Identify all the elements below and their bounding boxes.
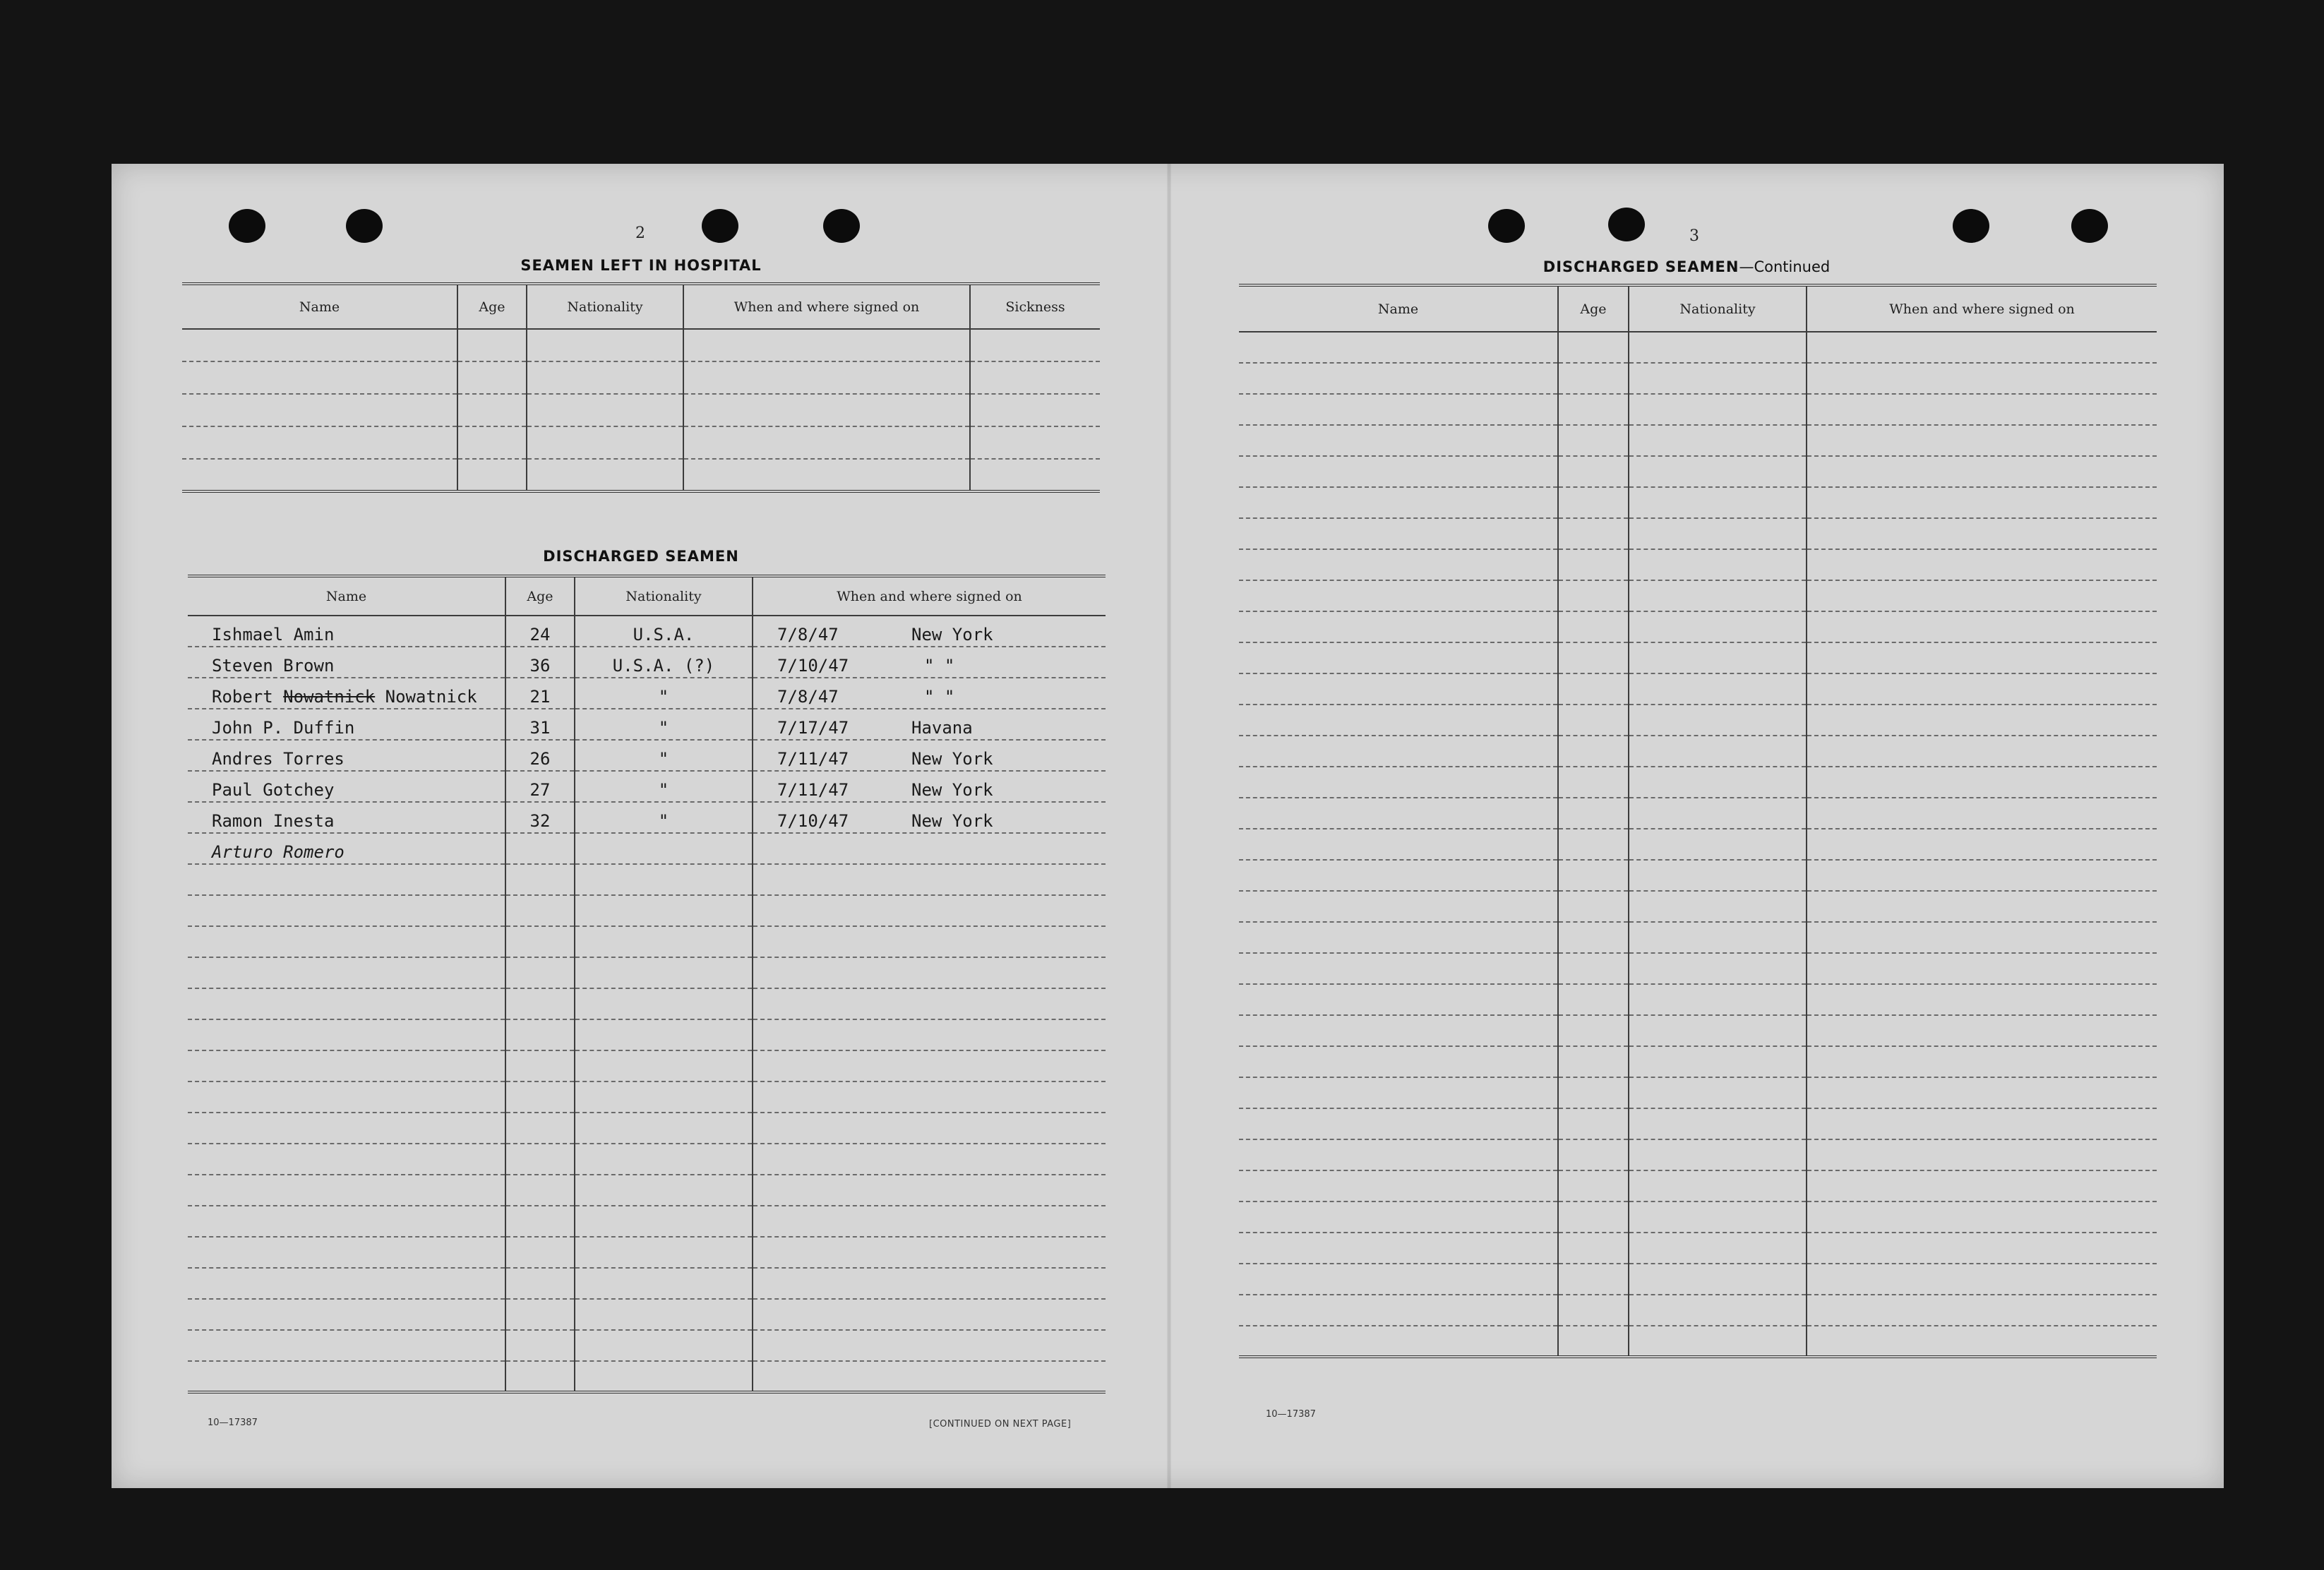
discharged-header-row: [188, 576, 1106, 616]
table-row: [182, 426, 1100, 459]
seaman-nationality: ": [575, 771, 753, 802]
seaman-name: Arturo Romero: [188, 833, 505, 864]
seaman-age: 24: [505, 616, 575, 647]
table-row: [188, 957, 1106, 988]
table-row: [1239, 860, 2157, 891]
table-row: [188, 616, 1106, 647]
table-row: [188, 1268, 1106, 1299]
table-row: [188, 1081, 1106, 1113]
seaman-name: Ramon Inesta: [188, 802, 505, 833]
column-header-nationality: Nationality: [527, 284, 683, 329]
seaman-age: 21: [505, 678, 575, 709]
table-row: [188, 1361, 1106, 1392]
column-header-sickness: Sickness: [970, 284, 1100, 329]
column-header-signed-on: When and where signed on: [683, 284, 970, 329]
signed-on-cell: [753, 647, 1106, 678]
table-row: [188, 1175, 1106, 1206]
table-row: [1239, 891, 2157, 922]
column-header-name: Name: [188, 576, 505, 616]
table-row: [1239, 1046, 2157, 1077]
seaman-name-correction: Nowatnick: [385, 687, 477, 707]
signed-on-place: New York: [911, 749, 993, 769]
table-row: [1239, 1264, 2157, 1295]
struck-name: Nowatnick: [283, 687, 376, 707]
table-row: [188, 740, 1106, 771]
table-row: [182, 329, 1100, 361]
seaman-age: 26: [505, 740, 575, 771]
table-row: [1239, 1326, 2157, 1357]
table-row: [1239, 1170, 2157, 1202]
table-row: [1239, 363, 2157, 394]
title-suffix: —Continued: [1739, 258, 1831, 275]
seaman-name: John P. Duffin: [188, 709, 505, 740]
table-row: [188, 895, 1106, 926]
seaman-nationality: U.S.A.: [575, 616, 753, 647]
table-row: [188, 1113, 1106, 1144]
form-code: 10—17387: [1266, 1409, 1316, 1420]
column-header-signed-on: When and where signed on: [1807, 285, 2157, 332]
table-row: [188, 833, 1106, 864]
table-row: [1239, 1233, 2157, 1264]
column-header-name: Name: [1239, 285, 1558, 332]
table-row: [188, 1019, 1106, 1050]
table-row: [1239, 394, 2157, 425]
table-row: [188, 1237, 1106, 1268]
left-page: [112, 164, 1167, 1488]
column-header-age: Age: [457, 284, 527, 329]
table-row: [188, 1330, 1106, 1361]
table-row: [1239, 1202, 2157, 1233]
form-code: 10—17387: [208, 1418, 258, 1428]
table-row: [182, 459, 1100, 491]
table-row: [1239, 736, 2157, 767]
table-row: [1239, 705, 2157, 736]
signed-on-date: 7/17/47: [777, 718, 849, 738]
signed-on-place: New York: [911, 811, 993, 831]
table-row: [188, 647, 1106, 678]
signed-on-cell: [753, 740, 1106, 771]
seaman-age: 27: [505, 771, 575, 802]
table-row: [1239, 487, 2157, 518]
column-header-signed-on: When and where signed on: [753, 576, 1106, 616]
table-row: [188, 771, 1106, 802]
table-row: [188, 864, 1106, 895]
table-row: [188, 1206, 1106, 1237]
page-number: 2: [635, 224, 645, 242]
seaman-name: Andres Torres: [188, 740, 505, 771]
signed-on-place: " ": [924, 656, 955, 676]
signed-on-date: 7/10/47: [777, 811, 849, 831]
signed-on-place: " ": [924, 687, 955, 707]
seaman-name: Paul Gotchey: [188, 771, 505, 802]
page-number: 3: [1689, 227, 1699, 245]
seaman-name-cell: [188, 678, 505, 709]
table-row: [1239, 580, 2157, 611]
signed-on-cell: [753, 709, 1106, 740]
column-header-age: Age: [505, 576, 575, 616]
table-row: [1239, 1295, 2157, 1326]
signed-on-date: 7/10/47: [777, 656, 849, 676]
discharged-continued-table: [1239, 284, 2157, 1358]
signed-on-cell: [753, 616, 1106, 647]
column-header-nationality: Nationality: [1629, 285, 1807, 332]
signed-on-cell: [753, 833, 1106, 864]
column-header-age: Age: [1558, 285, 1629, 332]
table-row: [1239, 332, 2157, 363]
seaman-nationality: U.S.A. (?): [575, 647, 753, 678]
right-page: [1171, 164, 2224, 1488]
table-row: [1239, 642, 2157, 673]
seaman-nationality: [575, 833, 753, 864]
seaman-age: 32: [505, 802, 575, 833]
table-row: [188, 709, 1106, 740]
hospital-table: [182, 282, 1100, 493]
seaman-nationality: ": [575, 678, 753, 709]
seaman-age: [505, 833, 575, 864]
column-header-nationality: Nationality: [575, 576, 753, 616]
table-row: [1239, 1108, 2157, 1139]
hospital-section-title: SEAMEN LEFT IN HOSPITAL: [520, 257, 762, 274]
table-row: [188, 988, 1106, 1019]
table-row: [188, 802, 1106, 833]
signed-on-cell: [753, 678, 1106, 709]
seaman-nationality: ": [575, 740, 753, 771]
table-row: [1239, 984, 2157, 1015]
table-row: [182, 394, 1100, 426]
signed-on-date: 7/11/47: [777, 749, 849, 769]
hospital-header-row: [182, 284, 1100, 329]
table-row: [188, 1144, 1106, 1175]
signed-on-date: 7/8/47: [777, 625, 839, 645]
table-row: [1239, 673, 2157, 705]
table-row: [1239, 1139, 2157, 1170]
table-row: [1239, 922, 2157, 953]
signed-on-date: 7/11/47: [777, 780, 849, 800]
signed-on-date: 7/8/47: [777, 687, 839, 707]
table-row: [1239, 1077, 2157, 1108]
seaman-name: Ishmael Amin: [188, 616, 505, 647]
seaman-name: Steven Brown: [188, 647, 505, 678]
table-row: [1239, 798, 2157, 829]
table-row: [1239, 549, 2157, 580]
seaman-age: 31: [505, 709, 575, 740]
discharged-section-title: DISCHARGED SEAMEN: [543, 548, 739, 565]
table-row: [1239, 611, 2157, 642]
signed-on-cell: [753, 802, 1106, 833]
table-row: [1239, 767, 2157, 798]
table-row: [188, 1299, 1106, 1330]
table-row: [188, 678, 1106, 709]
table-row: [1239, 425, 2157, 456]
document-sheet: [112, 164, 2224, 1488]
seaman-name: Robert: [212, 687, 273, 707]
table-row: [1239, 829, 2157, 860]
table-row: [182, 361, 1100, 394]
seaman-age: 36: [505, 647, 575, 678]
title-main: DISCHARGED SEAMEN: [1543, 258, 1739, 275]
signed-on-place: New York: [911, 780, 993, 800]
table-row: [1239, 456, 2157, 487]
seaman-nationality: ": [575, 802, 753, 833]
signed-on-place: Havana: [911, 718, 973, 738]
table-row: [188, 926, 1106, 957]
discharged-table: [188, 575, 1106, 1394]
continued-header-row: [1239, 285, 2157, 332]
table-row: [1239, 1015, 2157, 1046]
seaman-nationality: ": [575, 709, 753, 740]
signed-on-cell: [753, 771, 1106, 802]
discharged-continued-title: [1228, 258, 2145, 275]
continued-note: [CONTINUED ON NEXT PAGE]: [929, 1419, 1072, 1430]
table-row: [1239, 953, 2157, 984]
table-row: [1239, 518, 2157, 549]
signed-on-place: New York: [911, 625, 993, 645]
table-row: [188, 1050, 1106, 1081]
column-header-name: Name: [182, 284, 457, 329]
